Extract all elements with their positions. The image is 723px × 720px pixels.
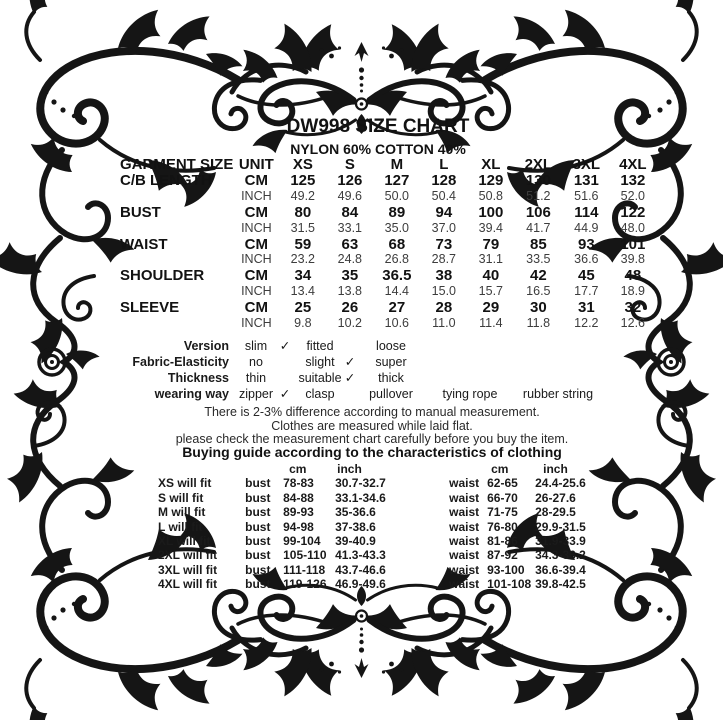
size-value: 49.2 (290, 188, 316, 203)
waist-label: waist (449, 562, 480, 577)
size-value: 85 (530, 235, 547, 253)
waist-cm-range: 101-108 (487, 577, 532, 592)
size-value: 122 (620, 203, 646, 221)
unit-cell: INCH (241, 316, 272, 331)
size-value: 33.1 (337, 220, 363, 235)
measurement-label: BUST (120, 203, 161, 221)
attr-option: loose (376, 339, 406, 353)
bust-inch-range: 37-38.6 (335, 519, 376, 534)
measurement-label (120, 252, 233, 268)
measurement-label (120, 221, 233, 237)
fit-label: S will fit (158, 490, 204, 505)
size-chart-row (120, 221, 655, 237)
size-value: 10.6 (384, 316, 410, 331)
attr-row-thickness (0, 370, 723, 386)
size-chart-row (120, 268, 655, 284)
bust-label: bust (245, 534, 271, 549)
waist-inch-range: 26-27.6 (535, 490, 576, 505)
size-value: 44.9 (574, 220, 599, 235)
fit-label: 2XL will fit (158, 548, 218, 563)
size-value: 101 (620, 235, 646, 253)
size-value: 28.7 (431, 252, 457, 267)
fit-label: M will fit (158, 505, 206, 520)
col-header-s: S (344, 156, 355, 173)
attr-row-wearing-way (0, 386, 723, 402)
bust-label: bust (245, 490, 271, 505)
guide-col-bust-cm: cm (289, 462, 307, 476)
size-value: 39.8 (620, 252, 646, 267)
waist-cm-range: 81-86 (487, 534, 518, 549)
attr-option: no (249, 355, 263, 369)
guide-col-waist-inch: inch (543, 462, 568, 476)
bust-cm-range: 94-98 (283, 519, 314, 534)
size-value: 31.5 (290, 220, 316, 235)
attr-label: wearing way (154, 387, 229, 401)
buying-guide-row (158, 548, 613, 562)
col-header-2xl: 2XL (524, 156, 553, 173)
attr-option: fitted (306, 339, 334, 353)
size-value: 12.2 (574, 316, 599, 331)
measurement-note: There is 2-3% difference according to manual measurement. (204, 405, 540, 419)
waist-inch-range: 24.4-25.6 (535, 476, 586, 491)
attr-option: slight (305, 355, 335, 369)
bust-cm-range: 105-110 (283, 548, 327, 563)
unit-cell: CM (244, 267, 268, 285)
col-header-xs: XS (292, 156, 313, 173)
size-value: 40 (482, 267, 500, 285)
size-value: 79 (482, 235, 500, 253)
size-value: 34 (294, 267, 312, 285)
size-value: 89 (388, 203, 406, 221)
attr-option: super (375, 355, 407, 369)
waist-inch-range: 29.9-31.5 (535, 519, 586, 534)
size-chart-row (120, 205, 655, 221)
bust-label: bust (245, 519, 271, 534)
size-value: 68 (388, 235, 406, 253)
size-value: 106 (525, 203, 551, 221)
bust-cm-range: 89-93 (283, 505, 314, 520)
size-value: 15.0 (431, 284, 457, 299)
buying-guide-row (158, 520, 613, 534)
size-value: 59 (294, 235, 312, 253)
size-value: 45 (578, 267, 595, 285)
size-value: 33.5 (526, 252, 551, 267)
size-value: 125 (290, 171, 316, 189)
check-icon: ✓ (279, 387, 291, 401)
waist-label: waist (449, 548, 480, 563)
size-value: 36.6 (574, 252, 599, 267)
waist-cm-range: 66-70 (487, 490, 518, 505)
bust-cm-range: 84-88 (283, 490, 314, 505)
size-value: 126 (337, 171, 363, 189)
size-value: 94 (435, 203, 453, 221)
check-icon: ✓ (344, 371, 356, 385)
size-value: 9.8 (294, 316, 312, 331)
size-value: 16.5 (526, 284, 551, 299)
bust-cm-range: 78-83 (283, 476, 314, 491)
fit-label: 4XL will fit (158, 577, 218, 592)
waist-cm-range: 93-100 (487, 562, 525, 577)
fit-label: 3XL will fit (158, 562, 218, 577)
attr-option: suitable (298, 371, 342, 385)
guide-col-waist-cm: cm (491, 462, 509, 476)
buying-guide-row (158, 577, 613, 591)
size-value: 24.8 (337, 252, 363, 267)
waist-label: waist (449, 476, 480, 491)
fit-label: L will fit (158, 519, 203, 534)
size-chart-row (120, 316, 655, 332)
size-value: 93 (578, 235, 595, 253)
col-header-xl: XL (481, 156, 501, 173)
size-value: 12.6 (620, 316, 646, 331)
size-value: 131 (573, 171, 599, 189)
size-value: 31 (578, 299, 595, 317)
size-value: 10.2 (337, 316, 363, 331)
bust-label: bust (245, 476, 271, 491)
size-value: 15.7 (478, 284, 504, 299)
size-value: 13.4 (290, 284, 316, 299)
fabric-composition: NYLON 60% COTTON 40% (290, 141, 466, 157)
size-chart-row (120, 284, 655, 300)
size-value: 130 (525, 171, 551, 189)
attr-option: pullover (369, 387, 413, 401)
size-value: 42 (530, 267, 547, 285)
size-value: 18.9 (620, 284, 646, 299)
size-value: 50.8 (478, 188, 504, 203)
buying-guide-row (158, 534, 613, 548)
waist-label: waist (449, 577, 480, 592)
bust-inch-range: 43.7-46.6 (335, 562, 386, 577)
size-value: 32 (624, 299, 642, 317)
bust-inch-range: 41.3-43.3 (335, 548, 386, 563)
size-value: 41.7 (526, 220, 551, 235)
unit-cell: INCH (241, 188, 272, 203)
size-value: 31.1 (478, 252, 504, 267)
unit-cell: INCH (241, 252, 272, 267)
size-value: 36.5 (382, 267, 412, 285)
size-value: 26 (341, 299, 359, 317)
measurement-label (120, 189, 233, 205)
waist-cm-range: 87-92 (487, 548, 518, 563)
waist-inch-range: 31.9-33.9 (535, 534, 586, 549)
guide-col-bust-inch: inch (337, 462, 362, 476)
measurement-label (120, 316, 233, 332)
bust-cm-range: 99-104 (283, 534, 321, 549)
bust-inch-range: 30.7-32.7 (335, 476, 386, 491)
bust-label: bust (245, 505, 271, 520)
unit-cell: CM (244, 235, 268, 253)
waist-cm-range: 71-75 (487, 505, 518, 520)
col-header-4xl: 4XL (619, 156, 647, 173)
attr-row-version (0, 338, 723, 354)
waist-cm-range: 62-65 (487, 476, 518, 491)
col-header-l: L (439, 156, 449, 173)
size-value: 39.4 (478, 220, 504, 235)
size-value: 13.8 (337, 284, 363, 299)
bust-inch-range: 35-36.6 (335, 505, 376, 520)
size-value: 132 (620, 171, 646, 189)
size-value: 129 (478, 171, 504, 189)
unit-cell: INCH (241, 220, 272, 235)
size-value: 51.6 (574, 188, 599, 203)
fit-label: XS will fit (158, 476, 212, 491)
check-icon: ✓ (279, 339, 291, 353)
waist-label: waist (449, 505, 480, 520)
waist-inch-range: 39.8-42.5 (535, 577, 586, 592)
waist-label: waist (449, 534, 480, 549)
size-value: 73 (435, 235, 453, 253)
size-value: 48.0 (620, 220, 646, 235)
col-header-unit: UNIT (238, 156, 274, 173)
buying-guide-row (158, 476, 613, 490)
attr-option: thin (245, 371, 267, 385)
size-value: 30 (530, 299, 547, 317)
measurement-note: Clothes are measured while laid flat. (271, 419, 473, 433)
size-value: 11.4 (479, 316, 503, 331)
size-value: 14.4 (384, 284, 410, 299)
size-chart-row (120, 173, 655, 189)
size-value: 28 (435, 299, 453, 317)
size-value: 29 (482, 299, 500, 317)
measurement-label: WAIST (120, 235, 168, 253)
size-value: 35.0 (384, 220, 410, 235)
unit-cell: CM (244, 171, 268, 189)
size-value: 17.7 (574, 284, 599, 299)
size-value: 11.8 (526, 316, 551, 331)
attr-option: zipper (238, 387, 274, 401)
bust-inch-range: 46.9-49.6 (335, 577, 386, 592)
bust-cm-range: 111-118 (283, 562, 326, 577)
waist-inch-range: 34.3-36.2 (535, 548, 586, 563)
bust-label: bust (245, 577, 271, 592)
size-value: 100 (478, 203, 504, 221)
attr-option: rubber string (522, 387, 594, 401)
size-chart-row (120, 189, 655, 205)
measurement-label: C/B LENGTH (120, 171, 212, 189)
size-chart-row (120, 252, 655, 268)
waist-label: waist (449, 519, 480, 534)
buying-guide-title: Buying guide according to the characteristics of clothing (182, 444, 562, 460)
buying-guide-row (158, 563, 613, 577)
attr-label: Fabric-Elasticity (132, 355, 229, 369)
col-header-3xl: 3XL (572, 156, 601, 173)
waist-inch-range: 36.6-39.4 (535, 562, 586, 577)
attr-row-elasticity (0, 354, 723, 370)
attr-label: Version (183, 339, 229, 353)
unit-cell: CM (244, 203, 268, 221)
buying-guide-row (158, 491, 613, 505)
measurement-label: SLEEVE (120, 299, 180, 317)
size-value: 63 (341, 235, 359, 253)
waist-cm-range: 76-80 (487, 519, 518, 534)
unit-cell: INCH (241, 284, 272, 299)
attr-option: thick (378, 371, 404, 385)
size-chart-table (120, 157, 655, 332)
buying-guide-table (158, 462, 613, 592)
buying-guide-row (158, 505, 613, 519)
fit-label: XL will fit (158, 534, 211, 549)
page-title: DW998 SIZE CHART (286, 116, 470, 137)
size-value: 51.2 (526, 188, 551, 203)
size-value: 127 (384, 171, 410, 189)
unit-cell: CM (244, 299, 268, 317)
size-value: 23.2 (290, 252, 316, 267)
col-header-garment-size: GARMENT SIZE (120, 156, 234, 173)
measurement-note: please check the measurement chart carefully before you buy the item. (175, 432, 569, 446)
size-value: 50.4 (431, 188, 457, 203)
measurement-label: SHOULDER (120, 267, 205, 285)
bust-cm-range: 119-126 (283, 577, 327, 592)
size-value: 49.6 (337, 188, 363, 203)
size-chart-row (120, 300, 655, 316)
size-chart-header-row (120, 157, 655, 173)
size-value: 50.0 (384, 188, 410, 203)
size-value: 114 (574, 203, 599, 221)
size-value: 26.8 (384, 252, 410, 267)
size-chart-row (120, 237, 655, 253)
bust-inch-range: 39-40.9 (335, 534, 376, 549)
size-value: 80 (294, 203, 312, 221)
size-value: 35 (341, 267, 359, 285)
buying-guide-header-row (158, 462, 613, 476)
size-value: 38 (435, 267, 453, 285)
attr-option: tying rope (442, 387, 498, 401)
bust-inch-range: 33.1-34.6 (335, 490, 386, 505)
size-value: 52.0 (620, 188, 646, 203)
check-icon: ✓ (344, 355, 356, 369)
measurement-label (120, 284, 233, 300)
attr-label: Thickness (167, 371, 229, 385)
size-value: 25 (294, 299, 312, 317)
bust-label: bust (245, 562, 271, 577)
size-value: 11.0 (432, 316, 456, 331)
attr-option: clasp (305, 387, 335, 401)
size-value: 48 (624, 267, 642, 285)
size-value: 37.0 (431, 220, 457, 235)
size-value: 27 (388, 299, 406, 317)
bust-label: bust (245, 548, 271, 563)
size-value: 128 (431, 171, 457, 189)
waist-inch-range: 28-29.5 (535, 505, 576, 520)
size-value: 84 (341, 203, 359, 221)
col-header-m: M (390, 156, 404, 173)
waist-label: waist (449, 490, 480, 505)
attr-option: slim (244, 339, 268, 353)
